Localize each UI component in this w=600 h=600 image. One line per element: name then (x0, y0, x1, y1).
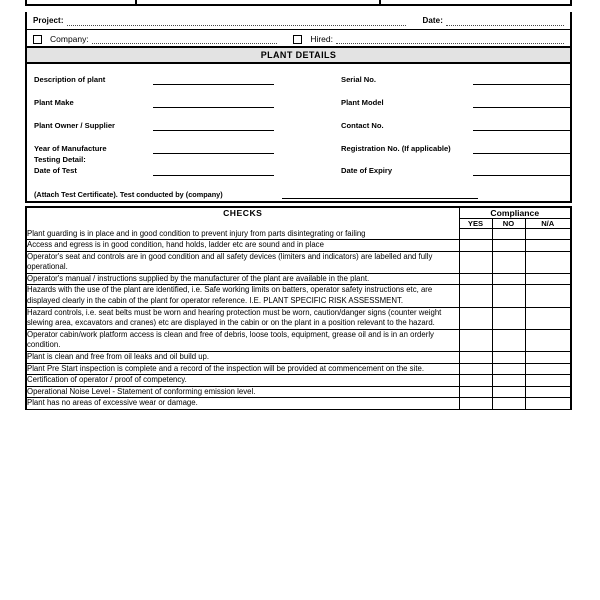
field-label-year-of-manufacture: Year of Manufacture (34, 144, 107, 153)
plant-details-header (25, 48, 572, 64)
compliance-cell-yes[interactable] (459, 285, 492, 307)
top-cutoff-cell-3 (381, 0, 570, 4)
compliance-cell-no[interactable] (492, 307, 525, 329)
test-certificate-note: (Attach Test Certificate). Test conducted by (company) (34, 190, 223, 199)
check-item-text: Hazard controls, i.e. seat belts must be worn and hearing protection must be worn, caution/danger signs (counter weight slewing area, excavators and cranes) etc are displayed in the cabin or on the plant in a position relevant to the hazard. (27, 307, 459, 329)
compliance-cell-yes[interactable] (459, 398, 492, 410)
compliance-cell-na[interactable] (525, 251, 570, 273)
company-label: Company: (50, 34, 89, 44)
field-label-contact-no: Contact No. (341, 121, 384, 130)
hired-checkbox[interactable] (293, 35, 302, 44)
compliance-cell-no[interactable] (492, 251, 525, 273)
compliance-cell-na[interactable] (525, 375, 570, 387)
header-checks: CHECKS (27, 208, 459, 229)
plant-details-title: PLANT DETAILS (260, 50, 337, 60)
table-row (27, 375, 570, 387)
project-label: Project: (33, 16, 64, 25)
field-label-date-of-expiry: Date of Expiry (341, 166, 393, 175)
compliance-cell-na[interactable] (525, 240, 570, 252)
check-item-text: Certification of operator / proof of competency. (27, 375, 459, 387)
checks-table-head (27, 208, 570, 229)
date-input[interactable] (446, 16, 564, 26)
field-input-year-of-manufacture[interactable] (153, 153, 274, 154)
compliance-cell-yes[interactable] (459, 363, 492, 375)
compliance-cell-na[interactable] (525, 307, 570, 329)
checks-header-row-1 (27, 208, 570, 219)
compliance-cell-no[interactable] (492, 352, 525, 364)
field-input-plant-model[interactable] (473, 107, 570, 108)
compliance-cell-na[interactable] (525, 229, 570, 240)
company-hired-row (27, 30, 570, 48)
date-label: Date: (422, 16, 443, 25)
table-row (27, 386, 570, 398)
field-input-registration-no[interactable] (473, 153, 570, 154)
field-label-plant-make: Plant Make (34, 98, 74, 107)
test-certificate-input[interactable] (282, 198, 478, 199)
check-item-text: Operator's manual / instructions supplied by the manufacturer of the plant are available in the plant. (27, 273, 459, 285)
field-label-serial-no: Serial No. (341, 75, 377, 84)
hired-label: Hired: (310, 34, 333, 44)
compliance-cell-yes[interactable] (459, 329, 492, 351)
header-no: NO (492, 219, 525, 229)
check-item-text: Plant is clean and free from oil leaks and oil build up. (27, 352, 459, 364)
check-item-text: Access and egress is in good condition, hand holds, ladder etc are sound and in place (27, 240, 459, 252)
table-row (27, 273, 570, 285)
identification-block (25, 12, 572, 48)
field-input-plant-make[interactable] (153, 107, 274, 108)
compliance-cell-no[interactable] (492, 273, 525, 285)
field-label-testing-detail: Testing Detail: (34, 155, 86, 164)
table-row (27, 251, 570, 273)
checks-table-container (25, 206, 572, 410)
company-checkbox[interactable] (33, 35, 42, 44)
field-input-contact-no[interactable] (473, 130, 570, 131)
plant-details-body (25, 64, 572, 203)
compliance-cell-yes[interactable] (459, 386, 492, 398)
table-row (27, 329, 570, 351)
compliance-cell-yes[interactable] (459, 240, 492, 252)
field-label-description-of-plant: Description of plant (34, 75, 106, 84)
compliance-cell-na[interactable] (525, 273, 570, 285)
checks-table (27, 208, 570, 410)
compliance-cell-na[interactable] (525, 363, 570, 375)
compliance-cell-no[interactable] (492, 329, 525, 351)
compliance-cell-yes[interactable] (459, 375, 492, 387)
table-row (27, 285, 570, 307)
check-item-text: Operational Noise Level - Statement of conforming emission level. (27, 386, 459, 398)
compliance-cell-na[interactable] (525, 285, 570, 307)
compliance-cell-no[interactable] (492, 240, 525, 252)
table-row (27, 229, 570, 240)
compliance-cell-no[interactable] (492, 375, 525, 387)
field-input-serial-no[interactable] (473, 84, 570, 85)
field-label-registration-no: Registration No. (If applicable) (341, 144, 451, 153)
field-label-plant-owner-supplier: Plant Owner / Supplier (34, 121, 116, 130)
checks-table-body (27, 229, 570, 410)
compliance-cell-yes[interactable] (459, 307, 492, 329)
check-item-text: Operator's seat and controls are in good condition and all safety devices (limiters and indicators) are labelled and fully operational. (27, 251, 459, 273)
field-label-plant-model: Plant Model (341, 98, 384, 107)
project-input[interactable] (67, 16, 407, 26)
table-row (27, 398, 570, 410)
compliance-cell-no[interactable] (492, 229, 525, 240)
check-item-text: Plant Pre Start inspection is complete and a record of the inspection will be provided at commencement on the site. (27, 363, 459, 375)
hired-input[interactable] (336, 34, 564, 44)
field-input-date-of-test[interactable] (153, 175, 274, 176)
table-row (27, 352, 570, 364)
compliance-cell-na[interactable] (525, 398, 570, 410)
header-yes: YES (459, 219, 492, 229)
table-row (27, 363, 570, 375)
compliance-cell-yes[interactable] (459, 229, 492, 240)
compliance-cell-yes[interactable] (459, 352, 492, 364)
compliance-cell-na[interactable] (525, 352, 570, 364)
compliance-cell-yes[interactable] (459, 251, 492, 273)
compliance-cell-na[interactable] (525, 329, 570, 351)
check-item-text: Plant guarding is in place and in good condition to prevent injury from parts disintegrating or failing (27, 229, 459, 240)
project-date-row (27, 12, 570, 30)
check-item-text: Operator cabin/work platform access is clean and free of debris, loose tools, equipment, grease oil and is in an orderly condition. (27, 329, 459, 351)
field-label-date-of-test: Date of Test (34, 166, 77, 175)
header-compliance: Compliance (459, 208, 570, 219)
field-input-date-of-expiry[interactable] (473, 175, 570, 176)
compliance-cell-na[interactable] (525, 386, 570, 398)
top-cutoff-cell-1 (27, 0, 137, 4)
check-item-text: Hazards with the use of the plant are identified, i.e. Safe working limits on batters, operator safety instructions etc, are displayed clearly in the cabin of the plant for operator reference. I.E. PLANT SPECIFIC RISK ASSESSMENT. (27, 285, 459, 307)
compliance-cell-yes[interactable] (459, 273, 492, 285)
field-input-plant-owner-supplier[interactable] (153, 130, 274, 131)
table-row (27, 240, 570, 252)
check-item-text: Plant has no areas of excessive wear or damage. (27, 398, 459, 410)
top-cutoff-row (25, 0, 572, 6)
field-input-description-of-plant[interactable] (153, 84, 274, 85)
company-input[interactable] (92, 34, 278, 44)
top-cutoff-cell-2 (137, 0, 381, 4)
compliance-cell-no[interactable] (492, 285, 525, 307)
compliance-cell-no[interactable] (492, 398, 525, 410)
compliance-cell-no[interactable] (492, 363, 525, 375)
header-na: N/A (525, 219, 570, 229)
table-row (27, 307, 570, 329)
compliance-cell-no[interactable] (492, 386, 525, 398)
